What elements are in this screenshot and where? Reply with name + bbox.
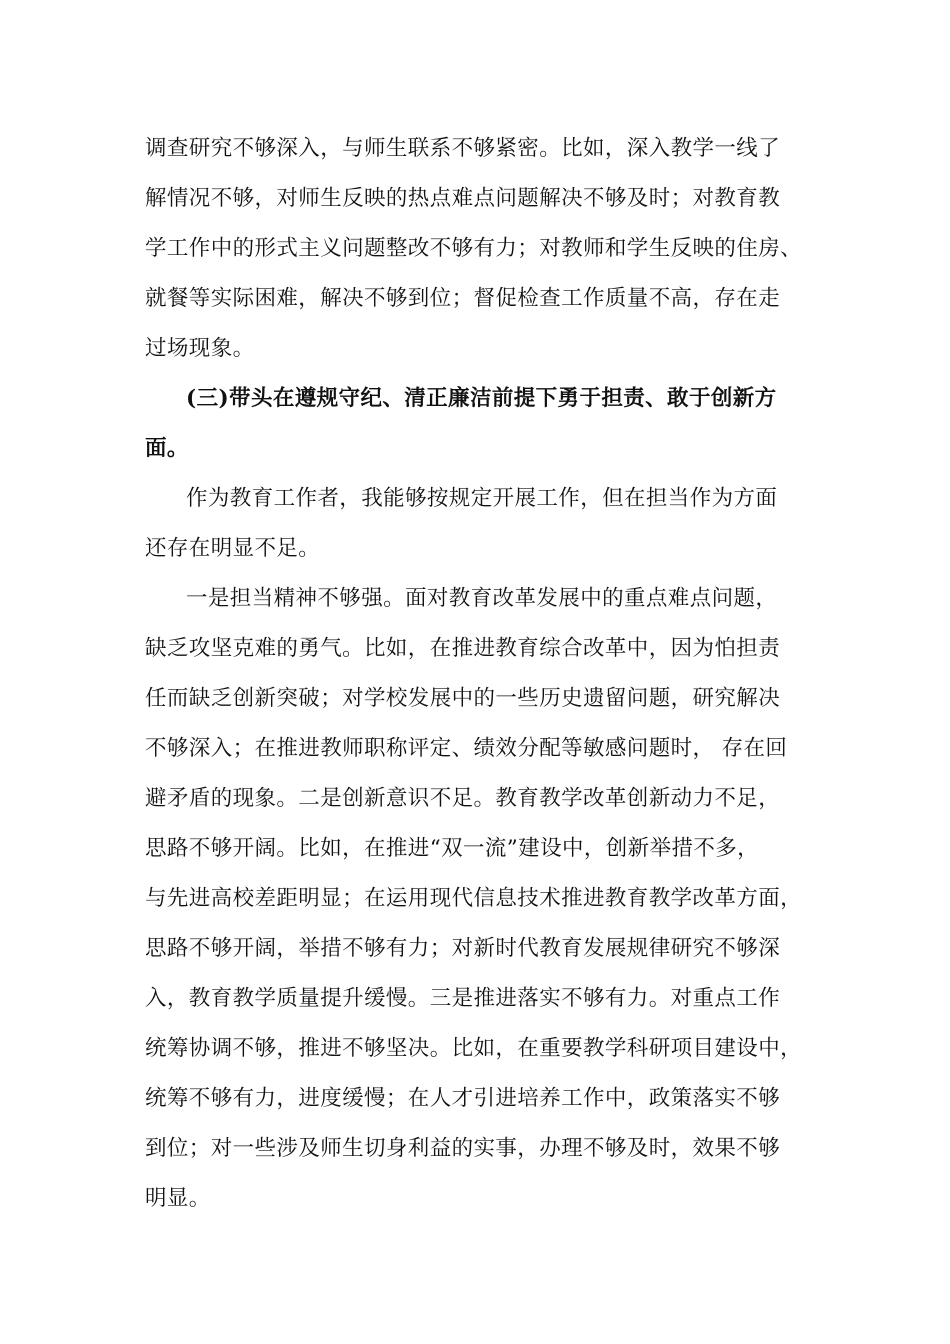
paragraph-line: 任而缺乏创新突破；对学校发展中的一些历史遗留问题，研究解决	[145, 686, 781, 711]
paragraph-line: 入，教育教学质量提升缓慢。三是推进落实不够有力。对重点工作	[145, 986, 781, 1011]
paragraph-line: 作为教育工作者，我能够按规定开展工作，但在担当作为方面	[186, 486, 778, 511]
paragraph-line: 学工作中的形式主义问题整改不够有力；对教师和学生反映的住房、	[145, 236, 803, 261]
paragraph-line: 与先进高校差距明显；在运用现代信息技术推进教育教学改革方面，	[145, 886, 803, 911]
paragraph-line: 不够深入；在推进教师职称评定、绩效分配等敏感问题时， 存在回	[145, 736, 788, 761]
paragraph-line: 思路不够开阔。比如，在推进“双一流”建设中，创新举措不多，	[145, 836, 760, 861]
paragraph-line: 调查研究不够深入，与师生联系不够紧密。比如，深入教学一线了	[145, 136, 781, 161]
paragraph-line: 就餐等实际困难，解决不够到位；督促检查工作质量不高，存在走	[145, 286, 781, 311]
paragraph-line: 一是担当精神不够强。面对教育改革发展中的重点难点问题，	[186, 586, 778, 611]
paragraph-line: 过场现象。	[145, 336, 255, 361]
paragraph-line: 明显。	[145, 1186, 211, 1211]
paragraph-line: 解情况不够，对师生反映的热点难点问题解决不够及时；对教育教	[145, 186, 781, 211]
paragraph-line: 到位；对一些涉及师生切身利益的实事，办理不够及时，效果不够	[145, 1136, 781, 1161]
paragraph-line: 统筹不够有力，进度缓慢；在人才引进培养工作中，政策落实不够	[145, 1086, 781, 1111]
paragraph-line: 思路不够开阔，举措不够有力；对新时代教育发展规律研究不够深	[145, 936, 781, 961]
paragraph-line: 还存在明显不足。	[145, 536, 321, 561]
section-heading: (三)带头在遵规守纪、清正廉洁前提下勇于担责、敢于创新方	[186, 386, 777, 411]
paragraph-line: 避矛盾的现象。二是创新意识不足。教育教学改革创新动力不足，	[145, 786, 781, 811]
paragraph-line: 统筹协调不够，推进不够坚决。比如，在重要教学科研项目建设中，	[145, 1036, 803, 1061]
section-heading: 面。	[145, 436, 189, 461]
paragraph-line: 缺乏攻坚克难的勇气。比如，在推进教育综合改革中，因为怕担责	[145, 636, 781, 661]
